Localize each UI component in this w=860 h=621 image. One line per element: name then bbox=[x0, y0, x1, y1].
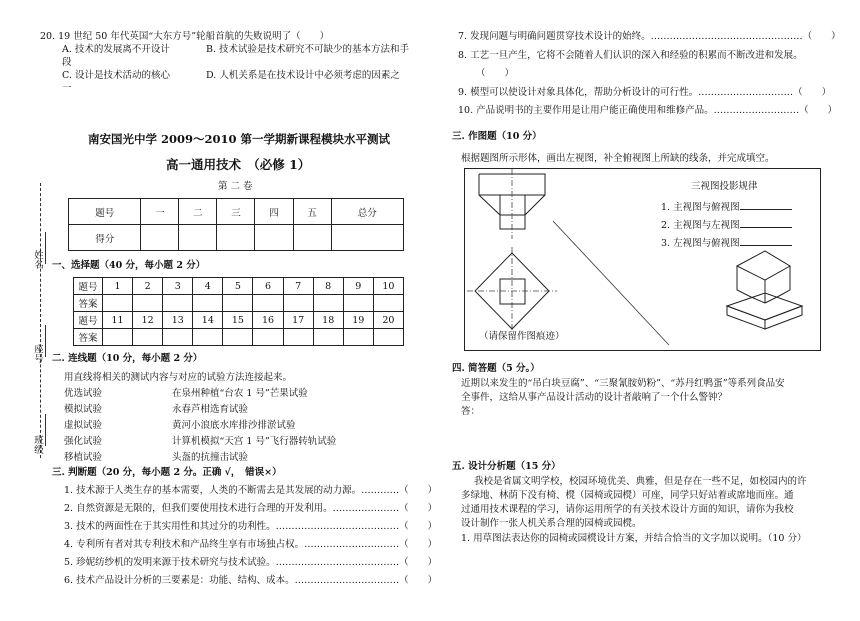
section4-question-line2: 全事件，这给从事产品设计活动的设计者敲响了一个什么警钟？ bbox=[461, 392, 728, 403]
choice-number: 10 bbox=[373, 278, 403, 295]
choice-answer-cell[interactable] bbox=[163, 295, 193, 312]
choice-answer-cell[interactable] bbox=[283, 329, 313, 346]
choice-answer-cell[interactable] bbox=[103, 295, 133, 312]
choice-number: 17 bbox=[283, 312, 313, 329]
choice-answer-cell[interactable] bbox=[133, 295, 163, 312]
projection-rule-2 bbox=[661, 218, 792, 232]
choice-number: 12 bbox=[133, 312, 163, 329]
judge-item: 6. 技术产品设计分析的三要素是：功能、结构、成本。……………………………（ ） bbox=[64, 575, 438, 586]
score-header-cell: 二 bbox=[179, 199, 217, 225]
choice-number: 13 bbox=[163, 312, 193, 329]
section2-intro: 用直线将相关的测试内容与对应的试验方法连接起来。 bbox=[64, 372, 293, 383]
choice-answer-cell[interactable] bbox=[313, 329, 343, 346]
q20-option-d-cont: 一 bbox=[62, 83, 72, 94]
section4-title: 四. 简答题（5 分。） bbox=[452, 363, 540, 374]
drawing-frame[interactable] bbox=[464, 168, 821, 351]
test-content-item[interactable]: 计算机模拟“天宫 1 号”飞行器转轨试验 bbox=[172, 436, 337, 447]
choice-number: 18 bbox=[313, 312, 343, 329]
projection-rule-blank[interactable] bbox=[740, 200, 792, 210]
section5-paragraph-line: 过通用技术课程的学习，请你运用所学的有关技术设计方面的知识，请你为我校 bbox=[461, 504, 794, 515]
drawing-section-title: 三. 作图题（10 分） bbox=[452, 131, 542, 142]
top-view-square bbox=[500, 279, 525, 304]
choice-answer-cell[interactable] bbox=[193, 295, 223, 312]
score-row-label: 得分 bbox=[69, 225, 141, 251]
seat-label: 座号 bbox=[32, 344, 43, 363]
choice-number: 5 bbox=[223, 278, 253, 295]
choice-number: 20 bbox=[373, 312, 403, 329]
class-label: 班级 bbox=[32, 435, 43, 454]
projection-rule-blank[interactable] bbox=[740, 236, 792, 246]
judge-item: 8. 工艺一旦产生，它将不会随着人们认识的深入和经验的积累而不断改进和发展。 bbox=[458, 50, 803, 61]
three-view-drawing bbox=[465, 169, 820, 350]
volume-label: 第 二 卷 bbox=[218, 181, 253, 192]
choice-number: 9 bbox=[343, 278, 373, 295]
choice-row-label: 题号 bbox=[74, 312, 103, 329]
score-header-cell: 三 bbox=[217, 199, 255, 225]
projection-helper-line bbox=[553, 221, 669, 345]
choice-answer-cell[interactable] bbox=[373, 295, 403, 312]
score-cell[interactable] bbox=[255, 225, 293, 251]
projection-rule-label: 1. 主视图与俯视图 bbox=[661, 202, 740, 213]
score-header-cell: 总分 bbox=[331, 199, 403, 225]
choice-number: 14 bbox=[193, 312, 223, 329]
choice-answer-cell[interactable] bbox=[313, 295, 343, 312]
choice-number: 4 bbox=[193, 278, 223, 295]
score-header-cell: 五 bbox=[293, 199, 331, 225]
q20-option-c: C. 设计是技术活动的核心 bbox=[62, 70, 170, 81]
exam-subtitle: 高一通用技术 （必修 1） bbox=[166, 157, 311, 172]
section5-question: 1. 用草图法表达你的园椅或园櫈设计方案，并结合恰当的文字加以说明。（10 分） bbox=[461, 533, 807, 544]
choice-row-label: 题号 bbox=[74, 278, 103, 295]
q20-option-a: A. 技术的发展离不开设计 bbox=[62, 44, 170, 55]
choice-answer-label: 答案 bbox=[74, 295, 103, 312]
exam-title: 南安国光中学 2009～2010 第一学期新课程模块水平测试 bbox=[88, 132, 391, 146]
choice-number: 1 bbox=[103, 278, 133, 295]
section5-paragraph-line: 多绿地、林荫下没有椅、櫈（园椅或园櫈）可座，同学只好站着或席地而座。通 bbox=[461, 490, 794, 501]
choice-answer-cell[interactable] bbox=[343, 295, 373, 312]
score-cell[interactable] bbox=[331, 225, 403, 251]
q20-option-d: D. 人机关系是在技术设计中必须考虑的因素之 bbox=[206, 70, 400, 81]
test-content-item[interactable]: 黄河小浪底水库排沙排淤试验 bbox=[172, 420, 296, 431]
test-method-item[interactable]: 强化试验 bbox=[64, 436, 103, 447]
choice-number: 19 bbox=[343, 312, 373, 329]
section5-title: 五. 设计分析题（15 分） bbox=[452, 461, 561, 472]
test-method-item[interactable]: 优选试验 bbox=[64, 388, 103, 399]
choice-number: 6 bbox=[253, 278, 283, 295]
score-cell[interactable] bbox=[179, 225, 217, 251]
score-table bbox=[68, 198, 404, 251]
choice-answer-cell[interactable] bbox=[373, 329, 403, 346]
judge-item: 3. 技术的两面性在于其实用性和其过分的功利性。…………………………………（ ） bbox=[64, 521, 438, 532]
choice-answer-table bbox=[73, 277, 404, 346]
projection-rule-1 bbox=[661, 200, 792, 214]
q20-option-b: B. 技术试验是技术研究不可缺少的基本方法和手 bbox=[206, 44, 410, 55]
judge-item: 10. 产品说明书的主要作用是让用户能正确使用和维修产品。………………………（ ） bbox=[458, 105, 838, 116]
test-content-item[interactable]: 永春芦柑选育试验 bbox=[172, 404, 249, 415]
choice-number: 7 bbox=[283, 278, 313, 295]
choice-number: 8 bbox=[313, 278, 343, 295]
test-method-item[interactable]: 虚拟试验 bbox=[64, 420, 103, 431]
judge-item: 5. 珍妮纺纱机的发明来源于技术研究与技术试验。…………………………………（ ） bbox=[64, 557, 438, 568]
projection-rule-blank[interactable] bbox=[740, 218, 792, 228]
choice-answer-cell[interactable] bbox=[283, 295, 313, 312]
choice-number: 15 bbox=[223, 312, 253, 329]
section1-title: 一、选择题（40 分，每小题 2 分） bbox=[52, 260, 206, 271]
choice-answer-cell[interactable] bbox=[103, 329, 133, 346]
q20-stem: 20. 19 世纪 50 年代英国“大东方号”轮船首航的失败说明了（ ） bbox=[40, 31, 330, 42]
choice-answer-cell[interactable] bbox=[193, 329, 223, 346]
isometric-object bbox=[727, 251, 802, 329]
choice-number: 3 bbox=[163, 278, 193, 295]
seat-blank[interactable] bbox=[45, 325, 46, 357]
choice-number: 11 bbox=[103, 312, 133, 329]
test-content-item[interactable]: 头盔的抗撞击试验 bbox=[172, 452, 249, 463]
section2-title: 二. 连线题（10 分，每小题 2 分） bbox=[52, 353, 203, 364]
drawing-instruction: 根据题图所示形体，画出左视图，补全俯视图上所缺的线条，并完成填空。 bbox=[461, 153, 775, 164]
class-blank[interactable] bbox=[45, 414, 46, 446]
test-content-item[interactable]: 在泉州种植“台农 1 号”芒果试验 bbox=[172, 388, 308, 399]
projection-rule-label: 3. 左视图与俯视图 bbox=[661, 238, 740, 249]
judge-item: 9. 模型可以使设计对象具体化，帮助分析设计的可行性。…………………………（ ） bbox=[458, 87, 832, 98]
drawing-note: （请保留作图痕迹） bbox=[479, 331, 565, 342]
score-header-cell: 一 bbox=[141, 199, 179, 225]
choice-answer-cell[interactable] bbox=[223, 295, 253, 312]
section5-paragraph-line: 设计制作一张人机关系合理的园椅或园櫈。 bbox=[461, 518, 642, 529]
section4-question-line1: 近期以来发生的“吊白块豆腐”、“三聚氰胺奶粉”、“苏丹红鸭蛋”等系列食品安 bbox=[461, 378, 785, 389]
choice-answer-cell[interactable] bbox=[223, 329, 253, 346]
name-label: 姓名 bbox=[32, 250, 43, 269]
projection-rule-label: 2. 主视图与左视图 bbox=[661, 220, 740, 231]
section4-answer-label[interactable]: 答： bbox=[461, 406, 481, 417]
test-method-item[interactable]: 移植试验 bbox=[64, 452, 103, 463]
score-cell[interactable] bbox=[141, 225, 179, 251]
choice-number: 2 bbox=[133, 278, 163, 295]
choice-answer-label: 答案 bbox=[74, 329, 103, 346]
choice-answer-cell[interactable] bbox=[133, 329, 163, 346]
section5-paragraph-line: 我校是省属文明学校，校园环境优美、典雅，但是存在一些不足，如校园内的许 bbox=[474, 476, 807, 487]
choice-answer-cell[interactable] bbox=[253, 329, 283, 346]
section3-title: 三. 判断题（20 分，每小题 2 分。正确 √， 错误×） bbox=[52, 467, 282, 478]
test-method-item[interactable]: 模拟试验 bbox=[64, 404, 103, 415]
score-cell[interactable] bbox=[293, 225, 331, 251]
choice-answer-cell[interactable] bbox=[253, 295, 283, 312]
q20-option-b-cont: 段 bbox=[62, 57, 72, 68]
name-blank[interactable] bbox=[45, 232, 46, 264]
judge-item: 2. 自然资源是无限的，但我们要使用技术进行合理的开发利用。…………………（ ） bbox=[64, 503, 438, 514]
binding-line bbox=[40, 183, 41, 458]
judge-item: 4. 专利所有者对其专利技术和产品终生享有市场独占权。…………………………（ ） bbox=[64, 539, 438, 550]
projection-rules-title: 三视图投影规律 bbox=[691, 181, 758, 192]
judge-item: （ ） bbox=[476, 68, 515, 79]
score-cell[interactable] bbox=[217, 225, 255, 251]
projection-rule-3 bbox=[661, 236, 792, 250]
score-header-cell: 四 bbox=[255, 199, 293, 225]
choice-answer-cell[interactable] bbox=[343, 329, 373, 346]
judge-item: 1. 技术源于人类生存的基本需要，人类的不断需去是其发展的动力源。…………（ ） bbox=[64, 485, 438, 496]
score-header-cell: 题号 bbox=[69, 199, 141, 225]
choice-number: 16 bbox=[253, 312, 283, 329]
judge-item: 7. 发现问题与明确问题贯穿技术设计的始终。…………………………………………（ ） bbox=[458, 31, 841, 42]
choice-answer-cell[interactable] bbox=[163, 329, 193, 346]
